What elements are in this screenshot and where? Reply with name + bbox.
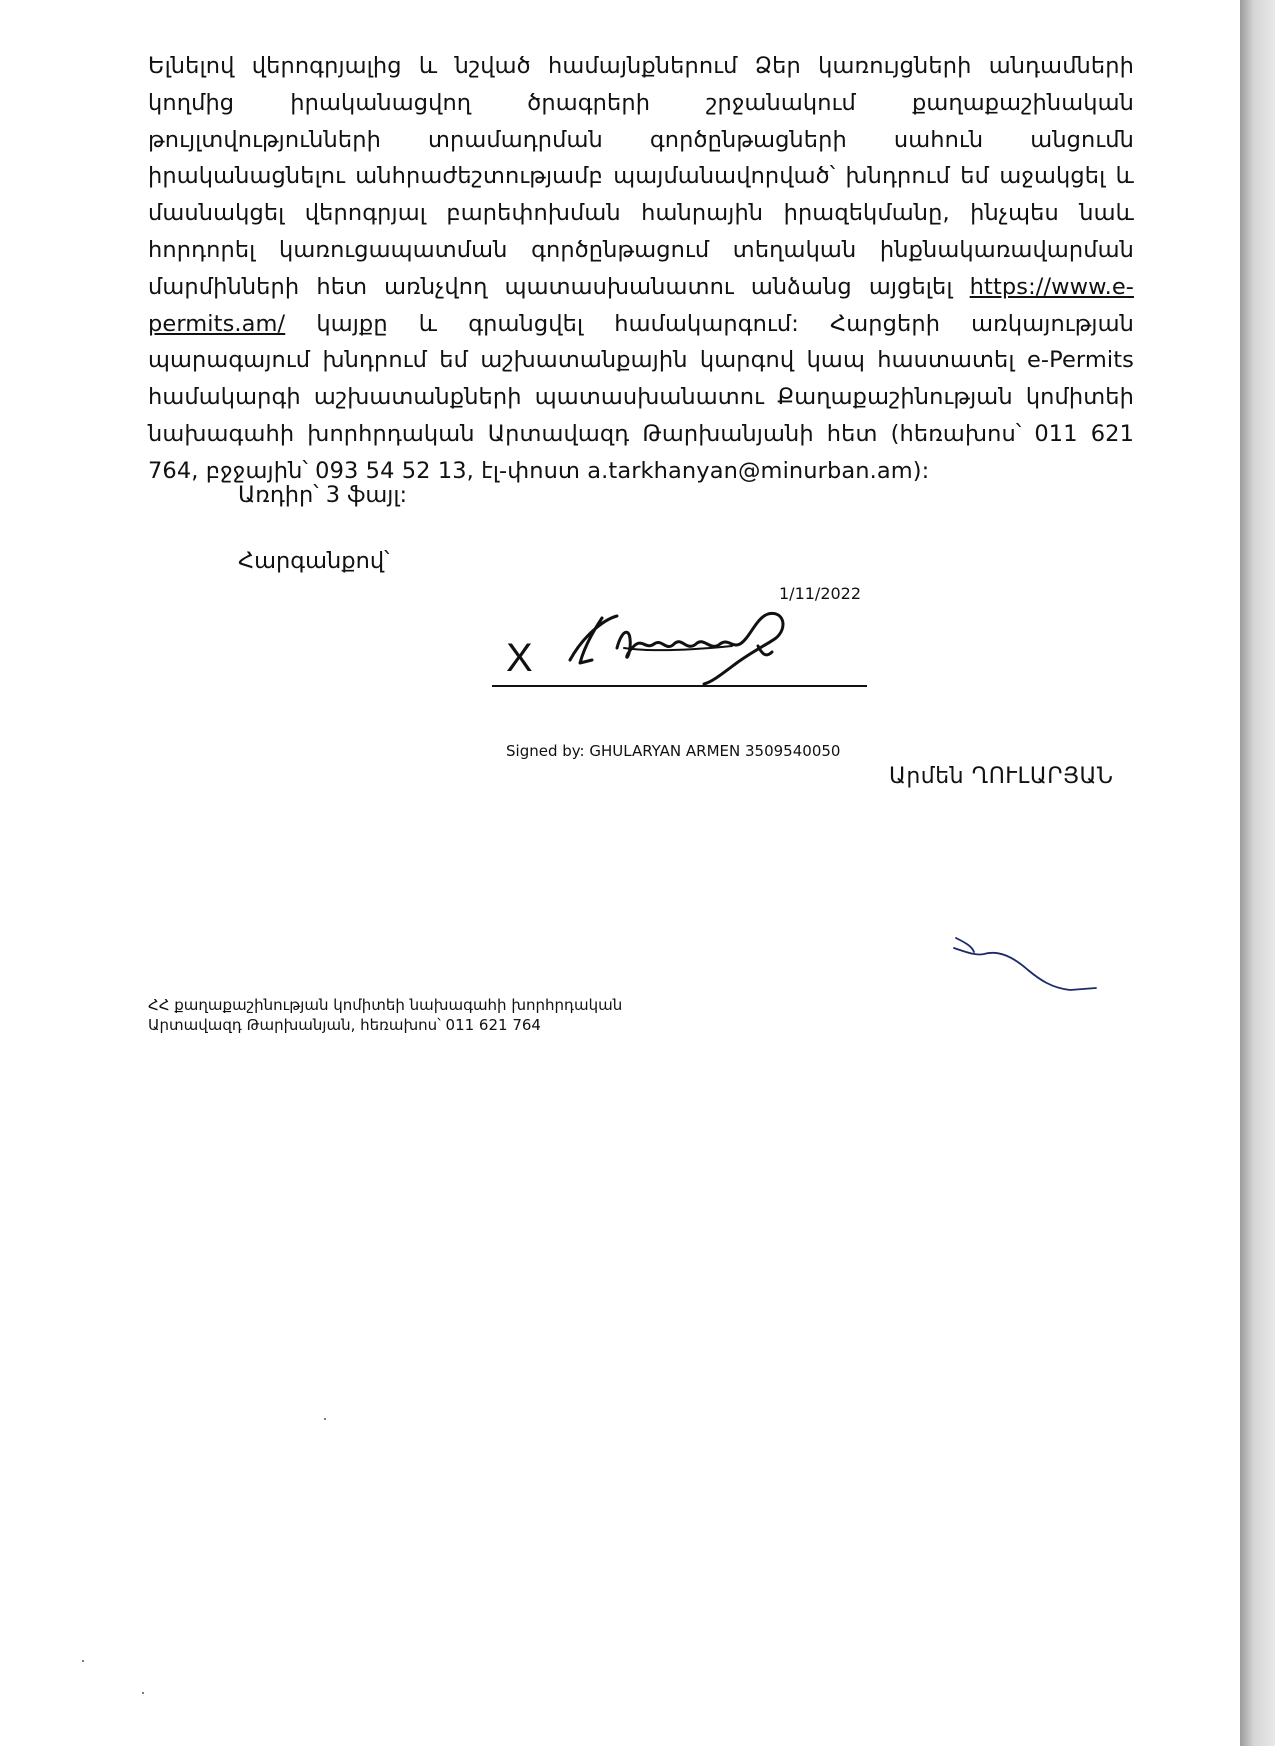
regards-closing: Հարգանքով՝	[238, 548, 390, 574]
scan-edge	[1240, 0, 1275, 1746]
scan-speck	[324, 1418, 326, 1420]
handwritten-signature	[562, 608, 842, 688]
letter-body-text-2: կայքը և գրանցվել համակարգում: Հարցերի առկայության պարագայում խնդրում եմ աշխատանքային կարգով կապ հաստատել e-Permits համակարգի աշխատանքների պատասխանատու Քաղաքաշինության կոմիտեի նախագահի խորհրդական Արտավազդ Թարխանյանի հետ (հեռախոս՝ 011 621 764, բջջային՝ 093 54 52 13, էլ-փոստ a.tarkhanyan@minurban.am):	[148, 310, 1134, 484]
letter-body-text-1: Ելնելով վերոգրյալից և նշված համայնքներում Ձեր կառույցների անդամների կողմից իրականացվող ծրագրերի շրջանակում քաղաքաշինական թույլտվությունների տրամադրման գործընթացների սահուն անցումն իրականացնելու անհրաժեշտությամբ պայմանավորված՝ խնդրում եմ աջակցել և մասնակցել վերոգրյալ բարեփոխման հանրային իրազեկմանը, ինչպես նաև հորդորել կառուցապատման գործընթացում տեղական ինքնակառավարման մարմինների հետ առնչվող պատասխանատու անձանց այցելել	[148, 53, 1134, 300]
footer-line-1: ՀՀ քաղաքաշինության կոմիտեի նախագահի խորհրդական	[148, 996, 623, 1014]
signer-name: Արմեն ՂՈՒԼԱՐՅԱՆ	[889, 764, 1114, 789]
initials-flourish	[950, 930, 1100, 1010]
scan-speck	[142, 1692, 144, 1694]
footer-line-2: Արտավազդ Թարխանյան, հեռախոս՝ 011 621 764	[148, 1016, 541, 1034]
signature-line	[492, 685, 867, 687]
signed-by-label: Signed by: GHULARYAN ARMEN 3509540050	[506, 742, 841, 760]
letter-body	[148, 48, 1134, 490]
scan-speck	[82, 1660, 84, 1662]
attachment-note: Առդիր՝ 3 ֆայլ:	[238, 482, 408, 508]
e-permits-link[interactable]: https://www.e-permits.am/	[148, 273, 1134, 337]
footer-contact	[148, 995, 622, 1035]
signature-date: 1/11/2022	[779, 584, 862, 603]
signature-x-mark: X	[506, 636, 533, 680]
